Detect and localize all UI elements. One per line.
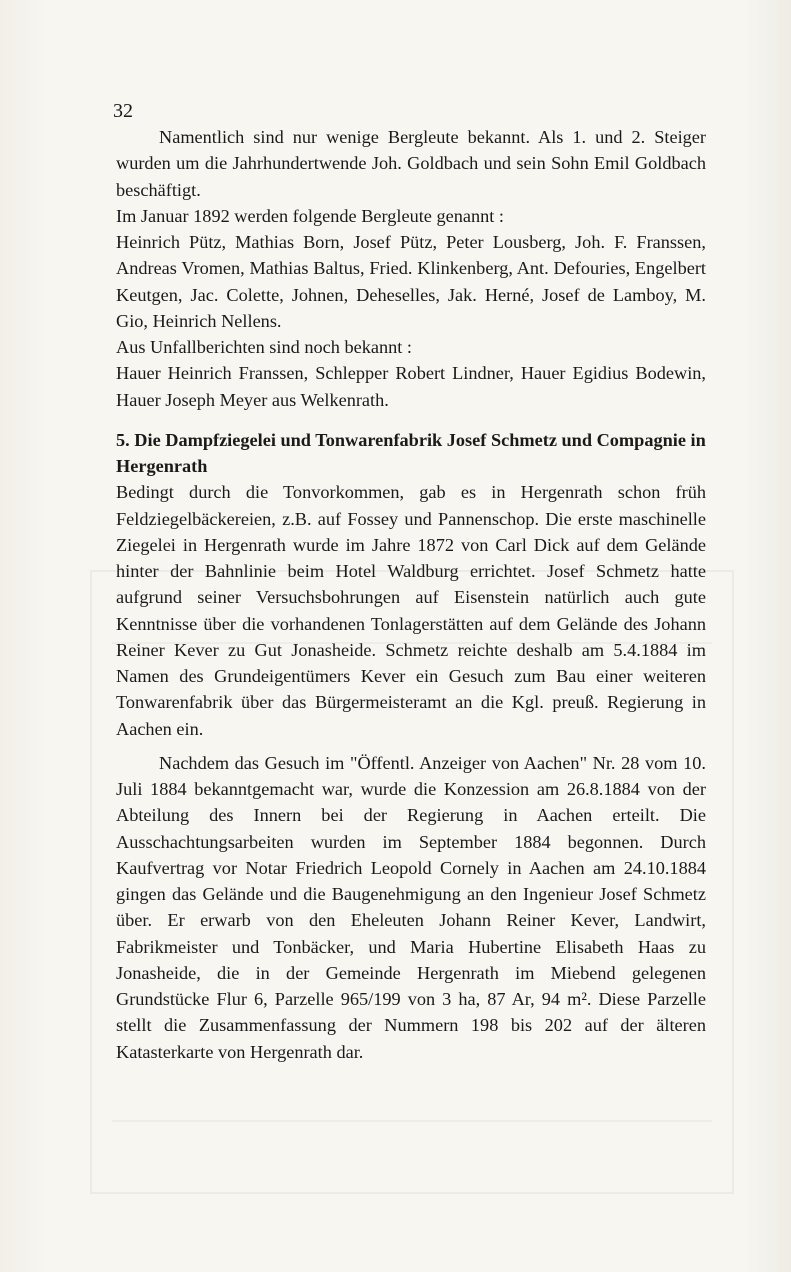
paragraph-miners-intro: Namentlich sind nur wenige Bergleute bekannt. Als 1. und 2. Steiger wurden um die Jahrhundertwende Joh. Goldbach und sein Sohn Emil Goldbach beschäftigt. [116, 127, 706, 200]
section-heading: 5. Die Dampfziegelei und Tonwarenfabrik Josef Schmetz und Compagnie in Hergenrath [116, 429, 706, 476]
page-body [116, 124, 706, 1065]
paragraph-miner-names: Heinrich Pütz, Mathias Born, Josef Pütz, Peter Lousberg, Joh. F. Franssen, Andreas Vromen, Mathias Baltus, Fried. Klinkenberg, Ant. Defouries, Engelbert Keutgen, Jac. Colette, Johnen, Deheselles, Jak. Herné, Josef de Lamboy, M. Gio, Heinrich Nellens. [116, 232, 706, 331]
page-number: 32 [113, 100, 133, 122]
paragraph-concession: Nachdem das Gesuch im "Öffentl. Anzeiger von Aachen" Nr. 28 vom 10. Juli 1884 bekanntgemacht war, wurde die Konzession am 26.8.1884 von der Abteilung des Innern bei der Regierung in Aachen erteilt. Die Ausschachtungsarbeiten wurden im September 1884 begonnen. Durch Kaufvertrag vor Notar Friedrich Leopold Cornely in Aachen am 24.10.1884 gingen das Gelände und die Baugenehmigung an den Ingenieur Josef Schmetz über. Er erwarb von den Eheleuten Johann Reiner Kever, Landwirt, Fabrikmeister und Tonbäcker, und Maria Hubertine Elisabeth Haas zu Jonasheide, die in der Gemeinde Hergenrath im Miebend gelegenen Grundstücke Flur 6, Parzelle 965/199 von 3 ha, 87 Ar, 94 m². Diese Parzelle stellt die Zusammenfassung der Nummern 198 bis 202 auf der älteren Katasterkarte von Hergenrath dar. [116, 752, 706, 1062]
paragraph-accident-reports: Aus Unfallberichten sind noch bekannt : [116, 337, 412, 357]
paragraph-accident-names: Hauer Heinrich Franssen, Schlepper Robert Lindner, Hauer Egidius Bodewin, Hauer Joseph Meyer aus Welkenrath. [116, 363, 706, 410]
paragraph-brickworks-history: Bedingt durch die Tonvorkommen, gab es in Hergenrath schon früh Feldziegelbäckereien, z.B. auf Fossey und Pannenschop. Die erste maschinelle Ziegelei in Hergenrath wurde im Jahre 1872 von Carl Dick auf dem Gelände hinter der Bahnlinie beim Hotel Waldburg errichtet. Josef Schmetz hatte aufgrund seiner Versuchsbohrungen auf Eisenstein natürlich auch gute Kenntnisse über die vorhandenen Tonlagerstätten auf dem Gelände des Johann Reiner Kever zu Gut Jonasheide. Schmetz reichte deshalb am 5.4.1884 im Namen des Grundeigentümers Kever ein Gesuch zum Bau einer weiteren Tonwarenfabrik über das Bürgermeisteramt an die Kgl. preuß. Regierung in Aachen ein. [116, 482, 706, 739]
paragraph-january-1892: Im Januar 1892 werden folgende Bergleute genannt : [116, 205, 505, 226]
